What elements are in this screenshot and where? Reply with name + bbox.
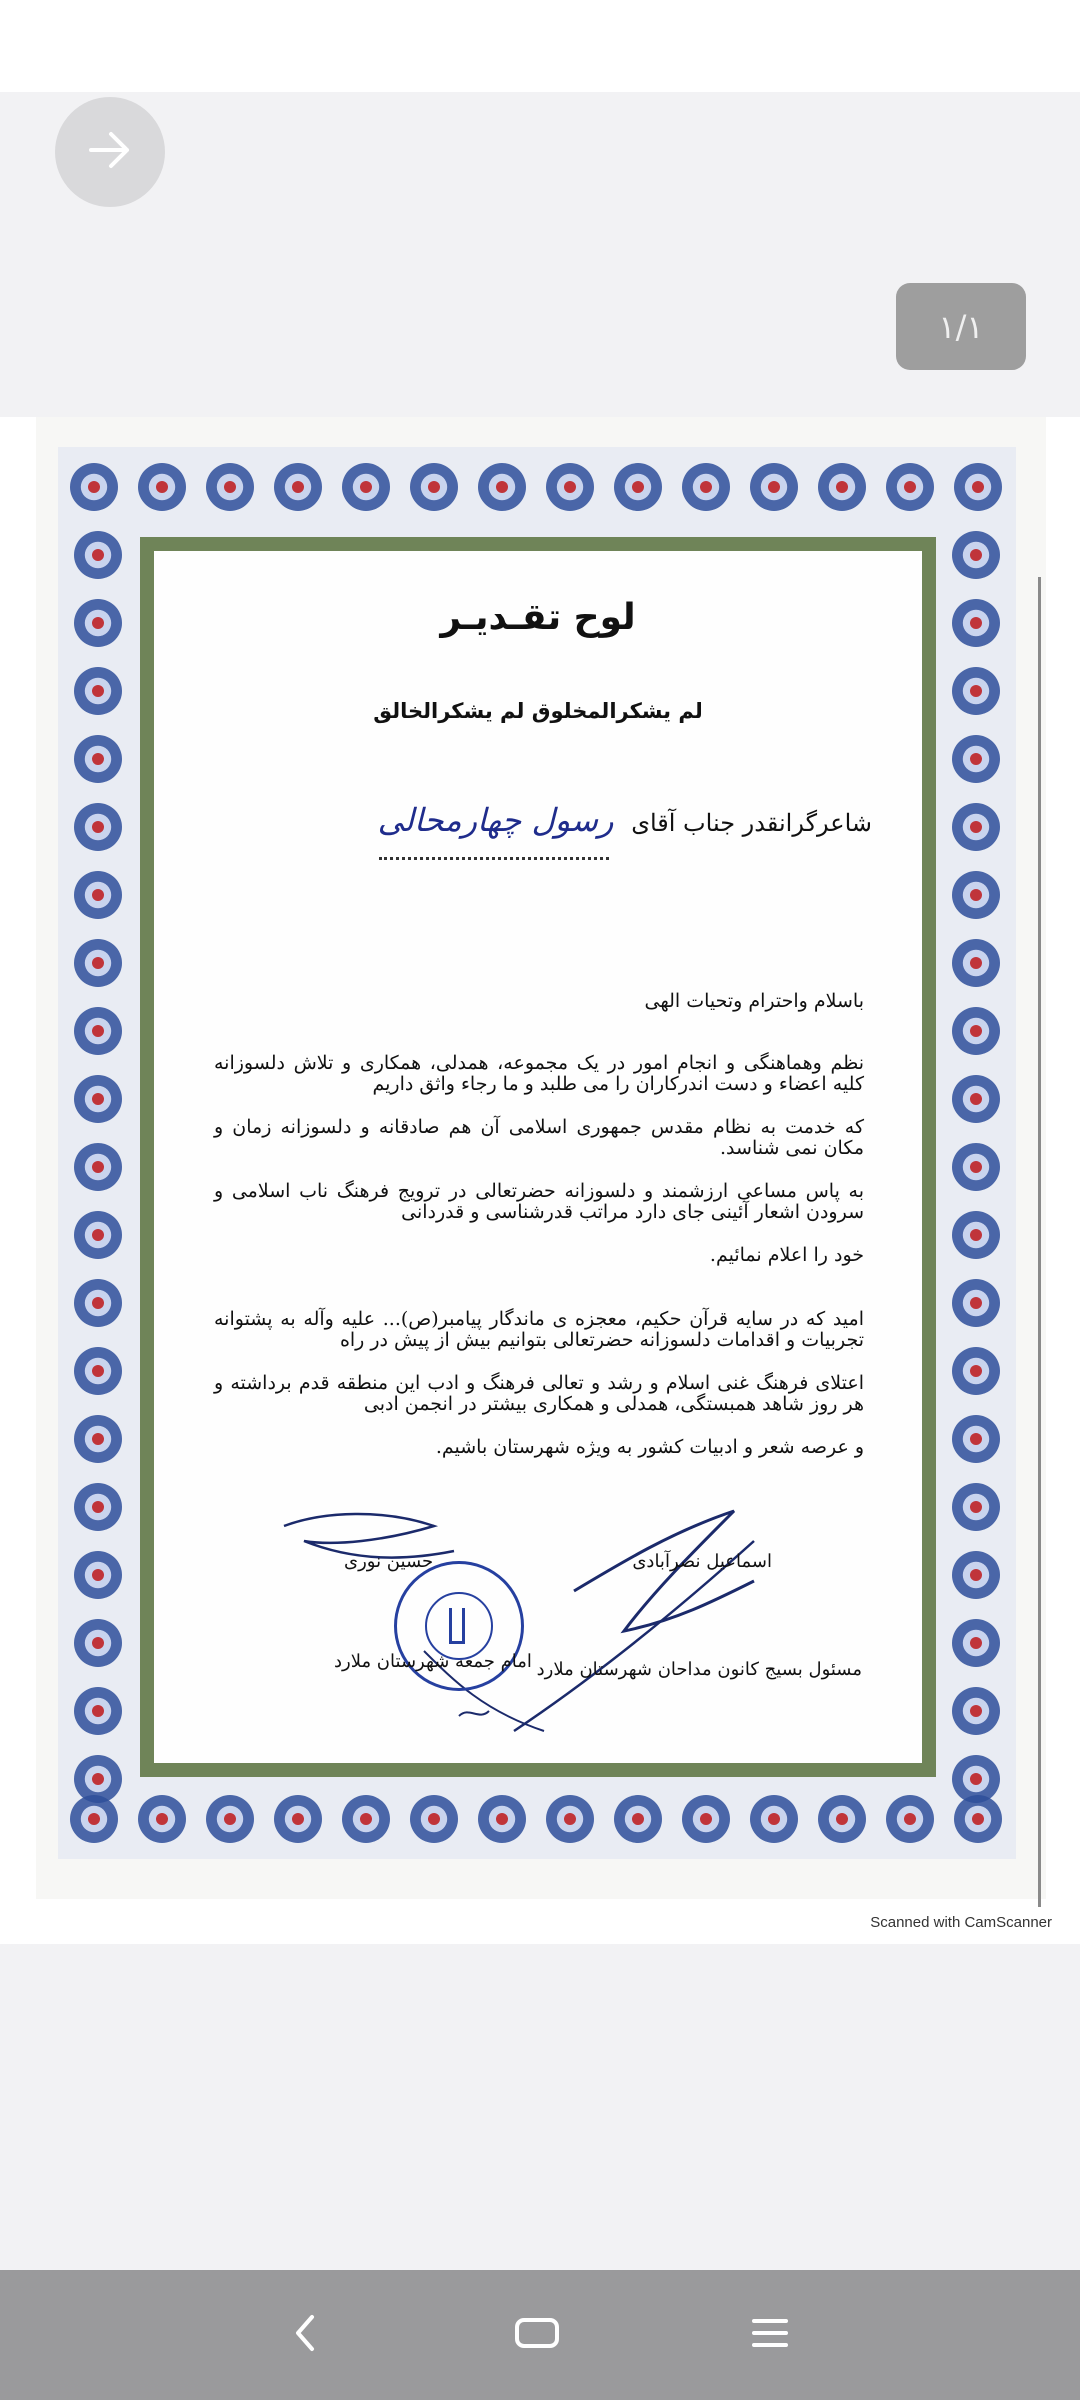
floral-motif — [342, 463, 390, 511]
floral-motif — [682, 463, 730, 511]
floral-motif — [74, 1483, 122, 1531]
document-page — [0, 417, 1080, 1944]
floral-motif — [952, 1211, 1000, 1259]
floral-motif — [74, 531, 122, 579]
floral-motif — [74, 1211, 122, 1259]
forward-button[interactable] — [55, 97, 165, 207]
floral-motif — [546, 463, 594, 511]
floral-motif — [886, 463, 934, 511]
floral-motif — [818, 1795, 866, 1843]
floral-motif — [478, 463, 526, 511]
rounded-square-icon — [514, 2315, 560, 2355]
signer-right-role: مسئول بسیج کانون مداحان شهرستان ملارد — [536, 1659, 862, 1680]
floral-motif — [952, 803, 1000, 851]
page-counter: ۱/۱ — [896, 283, 1026, 370]
floral-motif — [952, 939, 1000, 987]
floral-motif — [886, 1795, 934, 1843]
floral-motif — [952, 1075, 1000, 1123]
floral-motif — [74, 939, 122, 987]
floral-motif — [74, 1551, 122, 1599]
menu-lines-icon — [750, 2315, 790, 2355]
floral-motif — [952, 1687, 1000, 1735]
floral-motif — [74, 1347, 122, 1395]
paragraph-line: که خدمت به نظام مقدس جمهوری اسلامی آن هم صادقانه و دلسوزانه زمان و مکان نمی شناسد. — [214, 1116, 864, 1159]
certificate-subtitle: لم يشكرالمخلوق لم يشكرالخالق — [373, 699, 703, 723]
paragraph-line: امید که در سایه قرآن حکیم، معجزه ی ماندگار پیامبر(ص)... علیه وآله به پشتوانه تجربیات و اقدامات دلسوزانه حضرتعالی بتوانیم بیش از پیش در راه — [214, 1308, 864, 1351]
signer-right-name: اسماعیل نصرآبادی — [632, 1551, 772, 1572]
arrow-right-icon — [87, 130, 133, 174]
floral-motif — [952, 1415, 1000, 1463]
floral-motif — [274, 463, 322, 511]
floral-motif — [74, 1075, 122, 1123]
seal-emblem-icon — [449, 1608, 465, 1644]
floral-motif — [750, 1795, 798, 1843]
paragraph-line: و عرصه شعر و ادبیات کشور به ویژه شهرستان باشیم. — [435, 1436, 864, 1458]
floral-motif — [952, 667, 1000, 715]
floral-motif — [952, 1143, 1000, 1191]
floral-motif — [952, 871, 1000, 919]
recipient-name: رسول چهارمحالی — [377, 801, 614, 839]
floral-motif — [70, 463, 118, 511]
floral-motif — [74, 1619, 122, 1667]
signer-left-name: حسین نوری — [344, 1551, 434, 1572]
home-button[interactable] — [477, 2270, 597, 2400]
floral-motif — [952, 1347, 1000, 1395]
floral-motif — [410, 463, 458, 511]
floral-motif — [74, 1755, 122, 1803]
floral-motif — [952, 1619, 1000, 1667]
floral-motif — [952, 1483, 1000, 1531]
scan-edge-line — [1038, 577, 1041, 1907]
floral-motif — [614, 463, 662, 511]
floral-motif — [750, 463, 798, 511]
floral-motif — [614, 1795, 662, 1843]
recipient-prefix: شاعرگرانقدر جناب آقای — [631, 809, 872, 837]
floral-motif — [74, 667, 122, 715]
certificate-title: لوح تقـديـر — [440, 597, 636, 638]
status-bar — [0, 0, 1080, 92]
signer-left-role: امام جمعه شهرستان ملارد — [334, 1651, 532, 1672]
camscanner-watermark: Scanned with CamScanner — [870, 1914, 1052, 1931]
paragraph-line: به پاس مساعی ارزشمند و دلسوزانه حضرتعالی در ترویج فرهنگ ناب اسلامی و سرودن اشعار آئینی جای دارد مراتب قدرشناسی و قدردانی — [214, 1180, 864, 1223]
floral-motif — [952, 1551, 1000, 1599]
floral-motif — [74, 871, 122, 919]
floral-motif — [274, 1795, 322, 1843]
paragraph-greeting: باسلام واحترام وتحیات الهی — [644, 990, 864, 1012]
recents-button[interactable] — [710, 2270, 830, 2400]
chevron-left-icon — [290, 2313, 320, 2357]
signature-scribbles — [154, 551, 922, 1763]
floral-motif — [954, 463, 1002, 511]
floral-motif — [682, 1795, 730, 1843]
floral-motif — [74, 803, 122, 851]
floral-motif — [952, 735, 1000, 783]
paragraph-line: نظم وهماهنگی و انجام امور در یک مجموعه، همدلی، همکاری و تلاش دلسوزانه کلیه اعضاء و دست اندرکاران را می طلبد و ما رجاء واثق داریم — [214, 1052, 864, 1095]
floral-motif — [952, 1007, 1000, 1055]
floral-motif — [74, 1143, 122, 1191]
floral-motif — [74, 735, 122, 783]
floral-motif — [818, 463, 866, 511]
paragraph-line: اعتلای فرهنگ غنی اسلام و رشد و تعالی فرهنگ و ادب این منطقه قدم برداشته و هر روز شاهد همبستگی، همدلی و همکاری بیشتر در انجمن ادبی — [214, 1372, 864, 1415]
certificate-paper — [154, 551, 922, 1763]
floral-motif — [206, 463, 254, 511]
floral-motif — [74, 1007, 122, 1055]
floral-motif — [952, 599, 1000, 647]
ornamental-frame — [58, 447, 1016, 1859]
floral-motif — [410, 1795, 458, 1843]
floral-motif — [952, 1755, 1000, 1803]
floral-motif — [206, 1795, 254, 1843]
floral-motif — [74, 1279, 122, 1327]
floral-motif — [952, 1279, 1000, 1327]
floral-motif — [138, 463, 186, 511]
floral-motif — [546, 1795, 594, 1843]
navigation-bar — [0, 2270, 1080, 2400]
back-button[interactable] — [245, 2270, 365, 2400]
floral-motif — [138, 1795, 186, 1843]
floral-motif — [478, 1795, 526, 1843]
floral-motif — [342, 1795, 390, 1843]
floral-motif — [74, 1687, 122, 1735]
floral-motif — [74, 599, 122, 647]
floral-motif — [952, 531, 1000, 579]
paragraph-line: خود را اعلام نمائیم. — [709, 1244, 864, 1266]
floral-motif — [74, 1415, 122, 1463]
